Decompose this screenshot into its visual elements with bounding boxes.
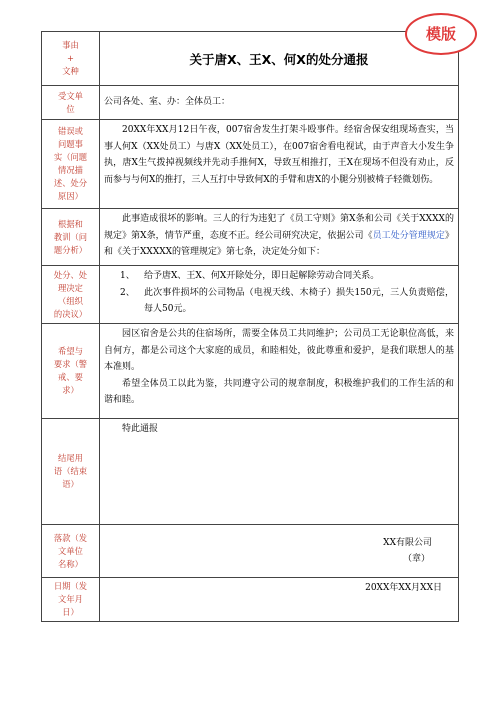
- template-stamp: 模版: [405, 13, 477, 55]
- label-decision: [42, 266, 100, 324]
- label-line: 文单位: [58, 545, 83, 556]
- label-line: 名称）: [58, 558, 83, 569]
- row-signature: [42, 525, 459, 578]
- row-decision: [42, 266, 459, 324]
- decision-list: [100, 266, 459, 324]
- row-basis: [42, 209, 459, 266]
- label-line: 语）: [62, 479, 79, 489]
- label-subject: [42, 32, 100, 86]
- basis-text: [100, 209, 459, 266]
- issue-date: 20XX年XX月XX日: [100, 578, 459, 622]
- label-line: 题分析）: [53, 244, 88, 255]
- label-line: 错误或: [58, 126, 83, 136]
- row-recipient: [42, 86, 459, 120]
- label-line: 结尾用: [58, 453, 83, 463]
- decision-number: 2、: [120, 287, 135, 298]
- row-hope: [42, 324, 459, 419]
- label-line: 教训（问: [53, 231, 88, 242]
- decision-item: [104, 285, 454, 318]
- label-line: 落款（发: [53, 532, 88, 543]
- label-line: 受文单: [58, 90, 83, 101]
- label-hope: [42, 324, 100, 419]
- label-line: 原因）: [58, 191, 83, 201]
- hope-paragraph: 希望全体员工以此为鉴，共同遵守公司的规章制度，积极维护我们的工作生活的和谐和睦。: [104, 378, 454, 405]
- hope-text: [100, 324, 459, 419]
- document-title: 关于唐X、王X、何X的处分通报: [100, 32, 459, 86]
- label-line: 语（结束: [53, 466, 88, 476]
- label-line: +: [67, 53, 74, 63]
- label-line: 文年月: [58, 594, 83, 604]
- closing-text: 特此通报: [100, 419, 459, 525]
- label-line: 实（问题: [53, 152, 88, 162]
- label-line: 戒、要: [58, 372, 83, 382]
- basis-part2: 》和《关于XXXXX的管理规定》第七条，决定处分如下：: [104, 230, 454, 257]
- label-basis: [42, 209, 100, 266]
- label-line: 位: [66, 103, 75, 114]
- label-line: 事由: [62, 40, 79, 50]
- label-line: 情况描: [58, 165, 83, 175]
- row-facts: [42, 120, 459, 209]
- row-date: [42, 578, 459, 622]
- decision-item: [104, 268, 454, 285]
- label-line: 希望与: [58, 346, 83, 356]
- label-line: 述、处分: [53, 178, 88, 188]
- hope-paragraph: 园区宿舍是公共的住宿场所，需要全体员工共同维护；公司员工无论职位高低，来自何方，都是公司这个大家庭的成员，和睦相处，彼此尊重和爱护，是我们联想人的基本准则。: [104, 329, 454, 372]
- label-line: 日）: [62, 607, 79, 617]
- regulation-link[interactable]: 员工处分管理规定: [372, 230, 445, 241]
- label-line: （组织: [58, 295, 83, 306]
- row-subject: [42, 32, 459, 86]
- recipient-text: 公司各处、室、办：全体员工：: [100, 86, 459, 120]
- label-date: [42, 578, 100, 622]
- label-line: 文种: [62, 66, 79, 76]
- notice-form-table: [41, 31, 459, 622]
- decision-text: 给予唐X、王X、何X开除处分，即日起解除劳动合同关系。: [144, 271, 380, 281]
- label-line: 的决议）: [53, 308, 88, 319]
- basis-part1: 此事造成很坏的影响。三人的行为违犯了《员工守则》第X条和公司《关于XXXX的规定》第X条，情节严重，态度不正。经公司研究决定，依据公司《: [104, 214, 454, 241]
- label-line: 问题事: [58, 139, 83, 149]
- label-closing: [42, 419, 100, 525]
- seal-text: （章）: [402, 554, 430, 564]
- label-line: 要求（警: [53, 359, 88, 369]
- row-closing: [42, 419, 459, 525]
- label-line: 理决定: [58, 282, 83, 293]
- label-signature: [42, 525, 100, 578]
- label-recipient: [42, 86, 100, 120]
- label-line: 处分、处: [53, 269, 88, 280]
- company-name: XX有限公司: [383, 537, 432, 548]
- label-line: 根据和: [58, 218, 83, 229]
- decision-text: 此次事件损坏的公司物品（电视天线、木椅子）损失150元，三人负责赔偿，每人50元。: [144, 287, 454, 314]
- label-line: 日期（发: [53, 581, 88, 591]
- signature-block: [100, 525, 459, 578]
- decision-number: 1、: [120, 271, 135, 281]
- label-facts: [42, 120, 100, 209]
- facts-text: 20XX年XX月12日午夜，007宿舍发生打架斗殴事件。经宿舍保安组现场查实，当事人何X（XX处员工）与唐X（XX处员工），在007宿舍看电视试，由于声音大小发生争执，唐X生气拨掉视频线并先动手推何X，导致互相推打，王X在现场不但没有劝止，反而参与与何X的推打，三人互打中导致何X的手臂和唐X的小腿分别被椅子轻微划伤。: [100, 120, 459, 209]
- label-line: 求）: [62, 385, 79, 395]
